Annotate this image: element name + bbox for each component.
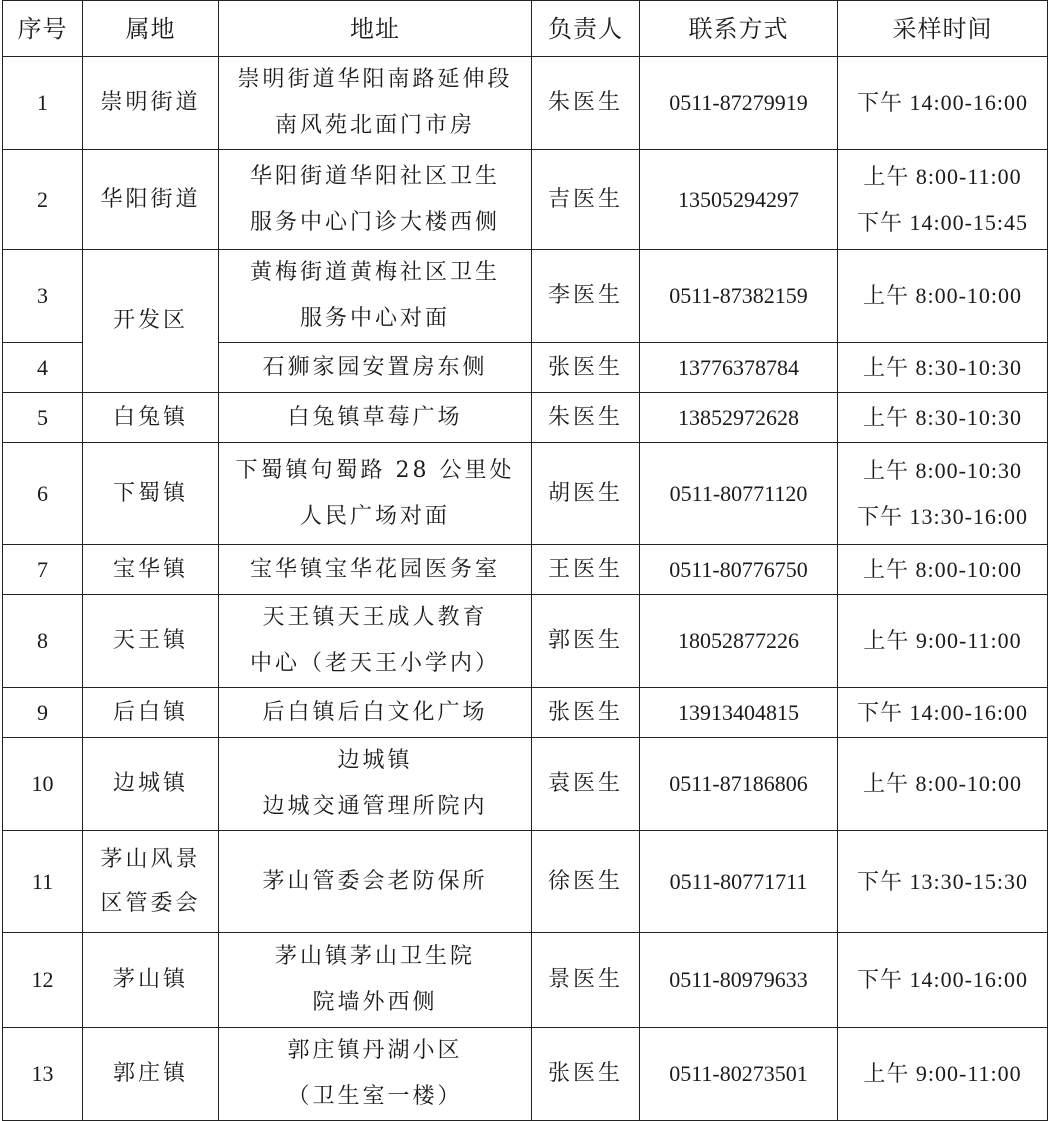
address-line: 下蜀镇句蜀路 28 公里处 <box>235 457 515 483</box>
row-time <box>838 393 1048 443</box>
time-line: 上午 8:00-10:00 <box>862 771 1023 796</box>
address-line: 黄梅街道黄梅社区卫生 <box>249 260 500 285</box>
address-line: 院墙外西侧 <box>312 990 438 1015</box>
address-line: 天王镇天王成人教育 <box>262 605 488 630</box>
address-line: 崇明街道华阳南路延伸段 <box>237 67 513 92</box>
row-address <box>219 57 532 150</box>
row-phone: 0511-87186806 <box>640 738 838 831</box>
row-address <box>219 738 532 831</box>
row-number: 9 <box>3 688 83 738</box>
row-area: 开发区 <box>83 250 219 393</box>
time-line: 下午 14:00-16:00 <box>856 699 1029 725</box>
table-row <box>3 150 1048 250</box>
row-phone: 0511-80771120 <box>640 443 838 545</box>
address-line: 服务中心门诊大楼西侧 <box>249 209 500 235</box>
table-row <box>3 443 1048 545</box>
time-line: 下午 14:00-15:45 <box>856 209 1029 235</box>
row-phone: 13913404815 <box>640 688 838 738</box>
row-area: 茅山镇 <box>83 933 219 1028</box>
row-phone: 13776378784 <box>640 343 838 393</box>
row-phone: 0511-87382159 <box>640 250 838 343</box>
time-line: 上午 8:00-10:00 <box>862 283 1023 308</box>
row-area: 宝华镇 <box>83 545 219 595</box>
address-line: 宝华镇宝华花园医务室 <box>249 556 500 582</box>
row-address <box>219 1028 532 1121</box>
address-line: 服务中心对面 <box>299 306 450 331</box>
row-contact: 李医生 <box>532 250 640 343</box>
row-number: 5 <box>3 393 83 443</box>
address-line: 石狮家园安置房东侧 <box>262 354 488 380</box>
table-row <box>3 595 1048 688</box>
row-time <box>838 150 1048 250</box>
row-contact: 徐医生 <box>532 831 640 933</box>
time-line: 上午 8:30-10:30 <box>862 354 1023 380</box>
row-time <box>838 738 1048 831</box>
row-phone: 13505294297 <box>640 150 838 250</box>
row-area: 后白镇 <box>83 688 219 738</box>
row-number: 3 <box>3 250 83 343</box>
time-line: 上午 8:30-10:30 <box>862 404 1023 430</box>
time-line: 上午 8:00-11:00 <box>863 163 1022 189</box>
header-area: 属地 <box>83 1 219 57</box>
time-line: 上午 9:00-11:00 <box>863 628 1022 653</box>
row-time <box>838 831 1048 933</box>
time-line: 上午 8:00-10:00 <box>862 556 1023 582</box>
address-line: 华阳街道华阳社区卫生 <box>249 163 500 189</box>
address-line: 边城镇 <box>337 748 413 773</box>
row-time <box>838 250 1048 343</box>
table-row <box>3 831 1048 933</box>
row-area: 郭庄镇 <box>83 1028 219 1121</box>
row-address <box>219 393 532 443</box>
header-no: 序号 <box>3 1 83 57</box>
row-time <box>838 933 1048 1028</box>
row-phone: 18052877226 <box>640 595 838 688</box>
table-row <box>3 57 1048 150</box>
row-number: 8 <box>3 595 83 688</box>
row-contact: 王医生 <box>532 545 640 595</box>
table-row <box>3 250 1048 343</box>
address-line: 茅山管委会老防保所 <box>262 868 488 894</box>
time-line: 下午 14:00-16:00 <box>856 90 1029 115</box>
row-area: 边城镇 <box>83 738 219 831</box>
row-time <box>838 688 1048 738</box>
row-number: 11 <box>3 831 83 933</box>
row-address <box>219 595 532 688</box>
row-address <box>219 150 532 250</box>
row-contact: 胡医生 <box>532 443 640 545</box>
row-contact: 郭医生 <box>532 595 640 688</box>
row-time <box>838 343 1048 393</box>
time-line: 下午 13:30-15:30 <box>856 868 1029 894</box>
address-line: 中心（老天王小学内） <box>249 651 500 676</box>
row-number: 7 <box>3 545 83 595</box>
row-time <box>838 57 1048 150</box>
row-area: 茅山风景区管委会 <box>83 831 219 933</box>
row-phone: 13852972628 <box>640 393 838 443</box>
address-line: 南风苑北面门市房 <box>274 113 475 138</box>
table-row <box>3 738 1048 831</box>
row-contact: 袁医生 <box>532 738 640 831</box>
row-time <box>838 443 1048 545</box>
table-row <box>3 933 1048 1028</box>
row-contact: 张医生 <box>532 1028 640 1121</box>
row-time <box>838 595 1048 688</box>
row-area: 下蜀镇 <box>83 443 219 545</box>
row-address <box>219 831 532 933</box>
row-contact: 吉医生 <box>532 150 640 250</box>
row-number: 13 <box>3 1028 83 1121</box>
address-line: （卫生室一楼） <box>287 1084 463 1109</box>
row-number: 12 <box>3 933 83 1028</box>
time-line: 上午 8:00-10:30 <box>862 457 1023 483</box>
address-line: 白兔镇草莓广场 <box>287 404 463 430</box>
row-address <box>219 343 532 393</box>
address-line: 后白镇后白文化广场 <box>262 699 488 725</box>
header-contact: 负责人 <box>532 1 640 57</box>
row-phone: 0511-80771711 <box>640 831 838 933</box>
row-phone: 0511-80273501 <box>640 1028 838 1121</box>
table-row <box>3 688 1048 738</box>
row-contact: 张医生 <box>532 343 640 393</box>
address-line: 边城交通管理所院内 <box>262 794 488 819</box>
row-area: 白兔镇 <box>83 393 219 443</box>
row-area: 崇明街道 <box>83 57 219 150</box>
address-line: 茅山镇茅山卫生院 <box>274 944 475 969</box>
row-address <box>219 688 532 738</box>
row-area: 天王镇 <box>83 595 219 688</box>
row-contact: 景医生 <box>532 933 640 1028</box>
row-address <box>219 443 532 545</box>
header-address: 地址 <box>219 1 532 57</box>
row-contact: 朱医生 <box>532 57 640 150</box>
header-time: 采样时间 <box>838 1 1048 57</box>
row-phone: 0511-80776750 <box>640 545 838 595</box>
row-contact: 张医生 <box>532 688 640 738</box>
row-contact: 朱医生 <box>532 393 640 443</box>
header-phone: 联系方式 <box>640 1 838 57</box>
time-line: 下午 13:30-16:00 <box>856 503 1029 529</box>
row-number: 2 <box>3 150 83 250</box>
row-address <box>219 545 532 595</box>
sampling-sites-table <box>2 0 1048 1121</box>
time-line: 下午 14:00-16:00 <box>856 967 1029 992</box>
header-row <box>3 1 1048 57</box>
table-row <box>3 393 1048 443</box>
row-number: 10 <box>3 738 83 831</box>
row-address <box>219 933 532 1028</box>
table-row <box>3 1028 1048 1121</box>
row-time <box>838 545 1048 595</box>
time-line: 上午 9:00-11:00 <box>863 1061 1022 1086</box>
row-number: 4 <box>3 343 83 393</box>
row-time <box>838 1028 1048 1121</box>
row-number: 6 <box>3 443 83 545</box>
row-phone: 0511-80979633 <box>640 933 838 1028</box>
row-address <box>219 250 532 343</box>
row-area: 华阳街道 <box>83 150 219 250</box>
table-row <box>3 545 1048 595</box>
row-phone: 0511-87279919 <box>640 57 838 150</box>
row-number: 1 <box>3 57 83 150</box>
address-line: 人民广场对面 <box>299 503 450 529</box>
address-line: 郭庄镇丹湖小区 <box>287 1038 463 1063</box>
